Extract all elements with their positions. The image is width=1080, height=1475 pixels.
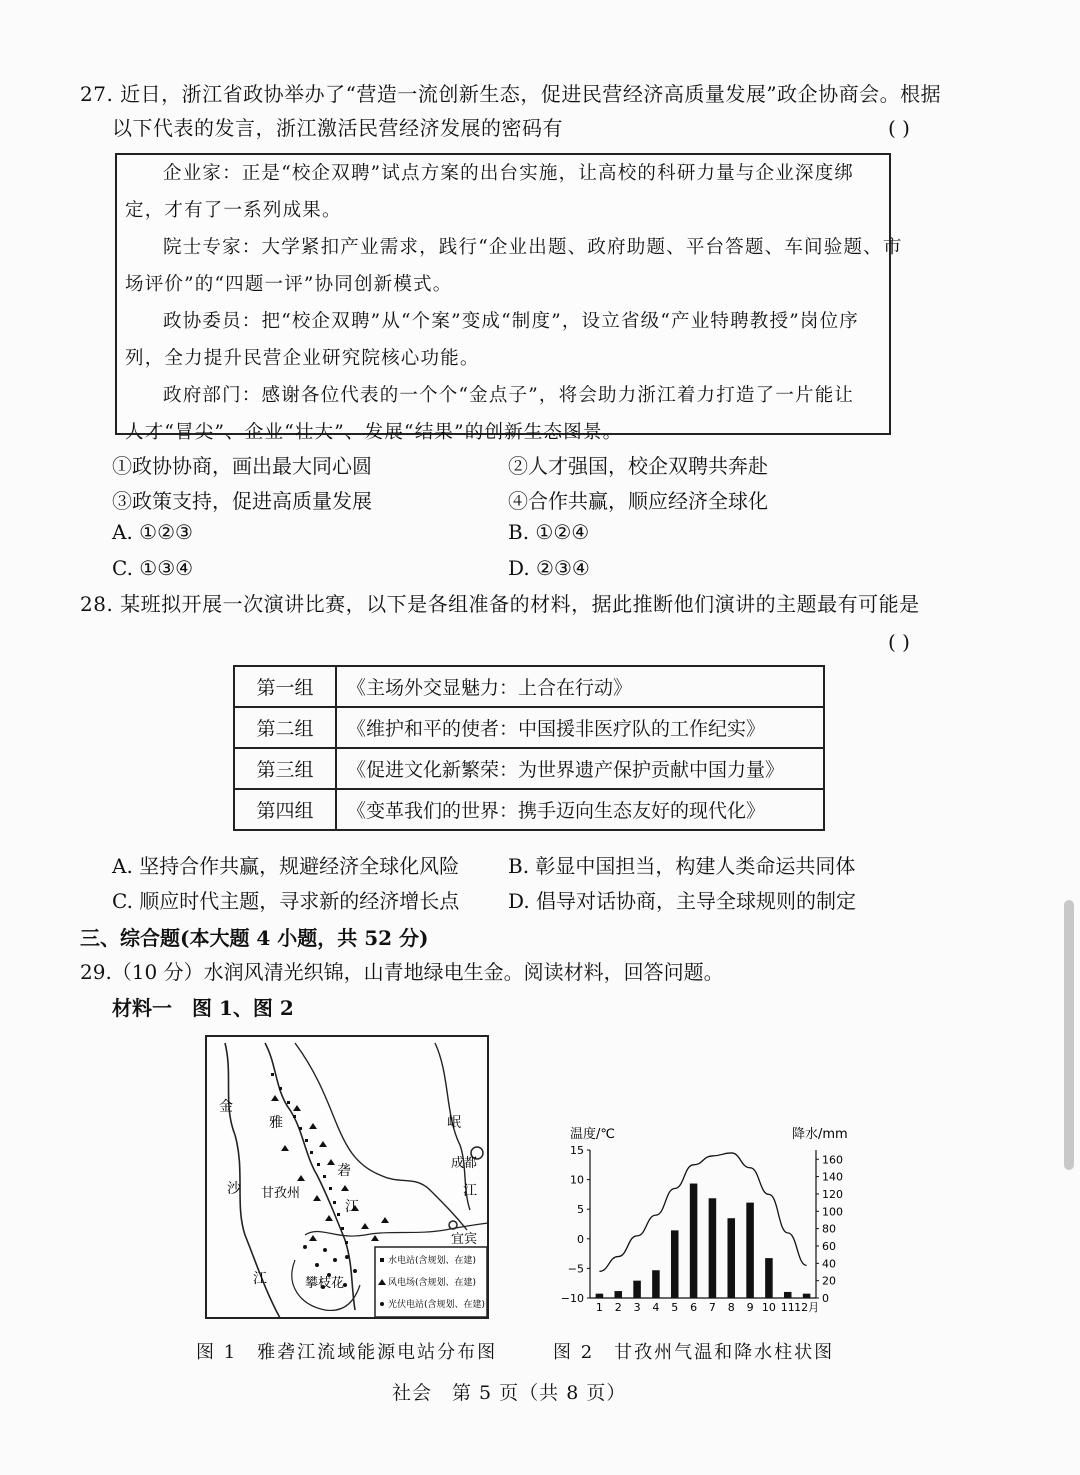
section-3-heading: 三、综合题(本大题 4 小题，共 52 分) [80, 926, 429, 950]
month-label: 5 [671, 1301, 679, 1314]
legend-wind: 风电场(含规划、在建) [388, 1278, 477, 1288]
solar-legend-icon [380, 1302, 384, 1306]
precipitation-bar [765, 1258, 773, 1298]
legend-hydro: 水电站(含规划、在建) [388, 1256, 477, 1266]
q28-choice-c[interactable]: C. 顺应时代主题，寻求新的经济增长点 [112, 889, 460, 913]
river-label-min: 岷 [447, 1115, 461, 1131]
material-government: 政府部门：感谢各位代表的一个个“金点子”，将会助力浙江着力打造了一片能让 [163, 385, 855, 406]
month-label: 11 [780, 1301, 795, 1314]
material-academician-cont: 场评价”的“四题一评”协同创新模式。 [125, 274, 453, 295]
material-entrepreneur-cont: 定，才有了一系列成果。 [125, 200, 342, 221]
q27-stem-line1: 27. 近日，浙江省政协举办了“营造一流创新生态，促进民营经济高质量发展”政企协商会。根据 [80, 82, 942, 106]
precipitation-bar [614, 1291, 622, 1298]
material-cppcc-member: 政协委员：把“校企双聘”从“个案”变成“制度”，设立省级“产业特聘教授”岗位序 [163, 311, 859, 332]
precipitation-bar [709, 1198, 717, 1298]
right-tick-label: 120 [822, 1187, 843, 1201]
right-tick-label: 0 [822, 1292, 829, 1305]
place-panzhihua: 攀枝花 [305, 1276, 345, 1291]
q28-stem: 28. 某班拟开展一次演讲比赛，以下是各组准备的材料，据此推断他们演讲的主题最有可能是 [80, 592, 920, 616]
right-tick-label: 160 [822, 1153, 843, 1167]
q27-choice-b[interactable]: B. ①②④ [508, 520, 590, 544]
ganzi-climate-chart [560, 1120, 860, 1320]
month-label: 2 [614, 1301, 622, 1314]
q28-materials-table [233, 665, 825, 831]
precipitation-bar [671, 1230, 679, 1298]
river-label-ya: 雅 [269, 1115, 283, 1131]
left-tick-label: 15 [570, 1144, 584, 1157]
month-label: 10 [761, 1301, 776, 1314]
table-row [234, 789, 824, 830]
fig2-caption: 图 2 甘孜州气温和降水柱状图 [553, 1342, 835, 1363]
precipitation-bar [727, 1218, 735, 1298]
place-chengdu: 成都 [451, 1156, 478, 1171]
material-academician: 院士专家：大学紧扣产业需求，践行“企业出题、政府助题、平台答题、车间验题、市 [163, 237, 903, 258]
precipitation-bar [652, 1270, 660, 1298]
river-label-jiang-3: 江 [463, 1183, 477, 1199]
right-tick-label: 80 [822, 1222, 836, 1236]
title-cell: 《主场外交显魅力：上合在行动》 [336, 666, 824, 707]
table-row [234, 748, 824, 789]
precipitation-bar [690, 1184, 698, 1298]
material-entrepreneur: 企业家：正是“校企双聘”试点方案的出台实施，让高校的科研力量与企业深度绑 [163, 163, 855, 184]
q29-stem: 29.（10 分）水润风清光织锦，山青地绿电生金。阅读材料，回答问题。 [80, 960, 724, 984]
q27-item-3: ③政策支持，促进高质量发展 [112, 489, 372, 513]
precipitation-bar [633, 1281, 641, 1298]
yalong-river-map [205, 1035, 490, 1320]
hydro-legend-icon [380, 1258, 384, 1262]
left-tick-label: −10 [560, 1292, 584, 1305]
river-label-jiang-2: 江 [345, 1199, 359, 1215]
right-tick-label: 20 [822, 1274, 836, 1288]
q28-choice-d[interactable]: D. 倡导对话协商，主导全球规则的制定 [508, 889, 857, 913]
q27-choice-d[interactable]: D. ②③④ [508, 556, 590, 580]
title-cell: 《促进文化新繁荣：为世界遗产保护贡献中国力量》 [336, 748, 824, 789]
right-axis-title: 降水/mm [792, 1127, 848, 1142]
river-label-jiang-1: 江 [253, 1271, 267, 1287]
vertical-scrollbar[interactable] [1064, 900, 1074, 1170]
table-row [234, 707, 824, 748]
group-cell: 第四组 [234, 789, 336, 830]
group-cell: 第二组 [234, 707, 336, 748]
group-cell: 第一组 [234, 666, 336, 707]
q27-material-box [115, 153, 903, 443]
q27-choice-a[interactable]: A. ①②③ [112, 520, 193, 544]
material-cppcc-member-cont: 列，全力提升民营企业研究院核心功能。 [125, 348, 480, 369]
q28-choice-b[interactable]: B. 彰显中国担当，构建人类命运共同体 [508, 854, 856, 878]
title-cell: 《维护和平的使者：中国援非医疗队的工作纪实》 [336, 707, 824, 748]
river-label-sha: 沙 [227, 1181, 241, 1197]
month-label: 9 [746, 1301, 754, 1314]
river-label-long: 砻 [337, 1163, 351, 1179]
fig1-caption: 图 1 雅砻江流域能源电站分布图 [196, 1342, 498, 1363]
precipitation-bar [803, 1294, 811, 1298]
river-label-jin: 金 [219, 1099, 233, 1115]
right-tick-label: 100 [822, 1205, 843, 1219]
q28-answer-bracket: ( ) [888, 630, 910, 654]
left-tick-label: 5 [577, 1203, 584, 1217]
precipitation-bar [596, 1294, 604, 1298]
right-tick-label: 60 [822, 1239, 836, 1253]
month-label: 7 [708, 1301, 716, 1314]
left-tick-label: −5 [567, 1262, 584, 1276]
page-footer: 社会 第 5 页（共 8 页） [392, 1382, 627, 1404]
q27-item-2: ②人才强国，校企双聘共奔赴 [508, 454, 768, 478]
place-yibin: 宜宾 [451, 1232, 478, 1247]
left-tick-label: 0 [577, 1232, 584, 1246]
month-label: 8 [727, 1301, 735, 1314]
place-ganzi: 甘孜州 [261, 1186, 301, 1201]
right-tick-label: 40 [822, 1257, 836, 1271]
month-label: 3 [633, 1301, 641, 1314]
temperature-curve [599, 1153, 806, 1271]
q29-material-label: 材料一 图 1、图 2 [112, 996, 294, 1020]
title-cell: 《变革我们的世界：携手迈向生态友好的现代化》 [336, 789, 824, 830]
table-row [234, 666, 824, 707]
q28-choice-a[interactable]: A. 坚持合作共赢，规避经济全球化风险 [112, 854, 460, 878]
q27-item-4: ④合作共赢，顺应经济全球化 [508, 489, 768, 513]
month-label: 1 [595, 1301, 603, 1314]
precipitation-bar [784, 1292, 792, 1298]
precipitation-bar [746, 1203, 754, 1298]
q27-answer-bracket: ( ) [888, 116, 910, 140]
left-axis-title: 温度/℃ [570, 1127, 615, 1142]
q27-item-1: ①政协协商，画出最大同心圆 [112, 454, 372, 478]
month-label: 6 [690, 1301, 698, 1314]
right-tick-label: 140 [822, 1170, 843, 1184]
left-tick-label: 10 [570, 1173, 584, 1187]
q27-stem-line2: 以下代表的发言，浙江激活民营经济发展的密码有 [112, 116, 563, 140]
material-government-cont: 人才“冒尖”、企业“壮大”、发展“结果”的创新生态图景。 [125, 422, 623, 443]
month-label: 4 [652, 1301, 660, 1314]
q27-choice-c[interactable]: C. ①③④ [112, 556, 194, 580]
legend-solar: 光伏电站(含规划、在建) [388, 1300, 486, 1310]
month-label: 12月 [794, 1301, 820, 1314]
group-cell: 第三组 [234, 748, 336, 789]
